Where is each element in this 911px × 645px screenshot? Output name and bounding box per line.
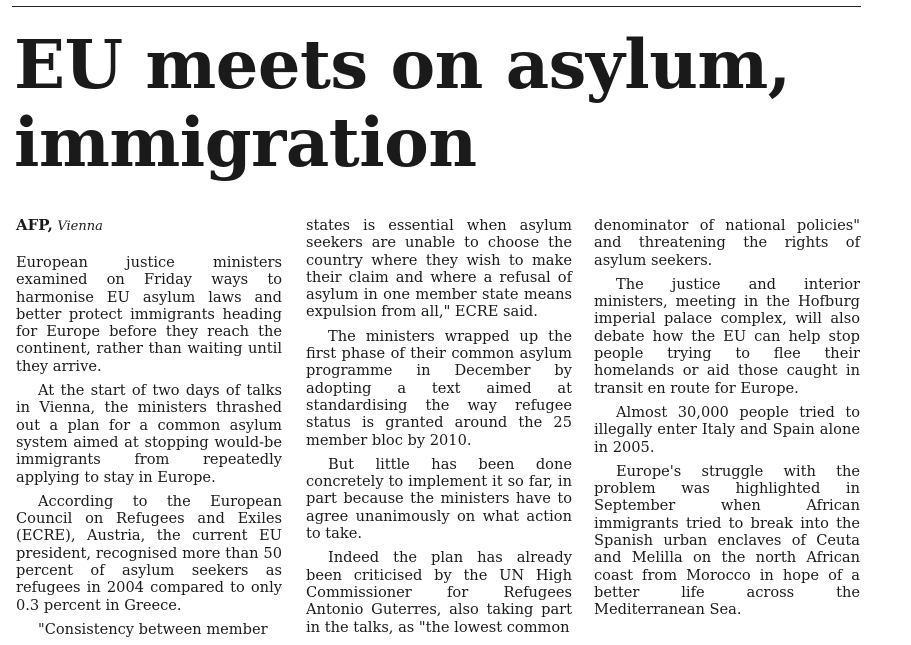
paragraph: "Consistency between member	[38, 620, 268, 638]
paragraph: The justice and interior ministers, meeting in the Hofburg imperial palace complex, will also debate how the EU can help stop people trying to flee their homelands or aid those caught in transit en route for Europe.	[594, 275, 860, 397]
byline	[16, 216, 103, 234]
paragraph: denominator of national policies" and threatening the rights of asylum seekers.	[594, 217, 860, 269]
article-column-2	[306, 217, 572, 643]
byline-place: Vienna	[57, 219, 103, 234]
article-column-3	[594, 217, 860, 626]
paragraph: The ministers wrapped up the first phase of their common asylum programme in December by adopting a text aimed at standardising the way refugee status is granted around the 25 member bloc by 2010.	[306, 327, 572, 449]
paragraph: Indeed the plan has already been criticised by the UN High Commissioner for Refugees Antonio Guterres, also taking part in the talks, as "the lowest common	[306, 549, 572, 636]
paragraph: At the start of two days of talks in Vienna, the ministers thrashed out a plan for a common asylum system aimed at stopping would-be immigrants from repeatedly applying to stay in Europe.	[16, 382, 282, 486]
byline-agency: AFP,	[16, 216, 53, 234]
paragraph: Europe's struggle with the problem was highlighted in September when African immigrants tried to break into the Spanish urban enclaves of Ceuta and Melilla on the north African coast from Morocco in hope of a better life across the Mediterranean Sea.	[594, 462, 860, 619]
headline	[14, 26, 874, 182]
paragraph: states is essential when asylum seekers are unable to choose the country where they wish to make their claim and where a refusal of asylum in one member state means expulsion from all," ECRE said.	[306, 217, 572, 321]
paragraph: But little has been done concretely to implement it so far, in part because the ministers have to agree unanimously on what action to take.	[306, 455, 572, 543]
headline-line-2: immigration	[14, 103, 477, 182]
top-rule	[12, 6, 861, 7]
headline-line-1: EU meets on asylum,	[14, 25, 791, 104]
paragraph: Almost 30,000 people tried to illegally enter Italy and Spain alone in 2005.	[594, 403, 860, 456]
article-column-1	[16, 254, 282, 645]
paragraph: European justice ministers examined on Friday ways to harmonise EU asylum laws and better protect immigrants heading for Europe before they reach the continent, rather than waiting until they arrive.	[16, 254, 282, 375]
paragraph: According to the European Council on Refugees and Exiles (ECRE), Austria, the current EU president, recognised more than 50 percent of asylum seekers as refugees in 2004 compared to only 0.3 percent in Greece.	[16, 492, 282, 614]
